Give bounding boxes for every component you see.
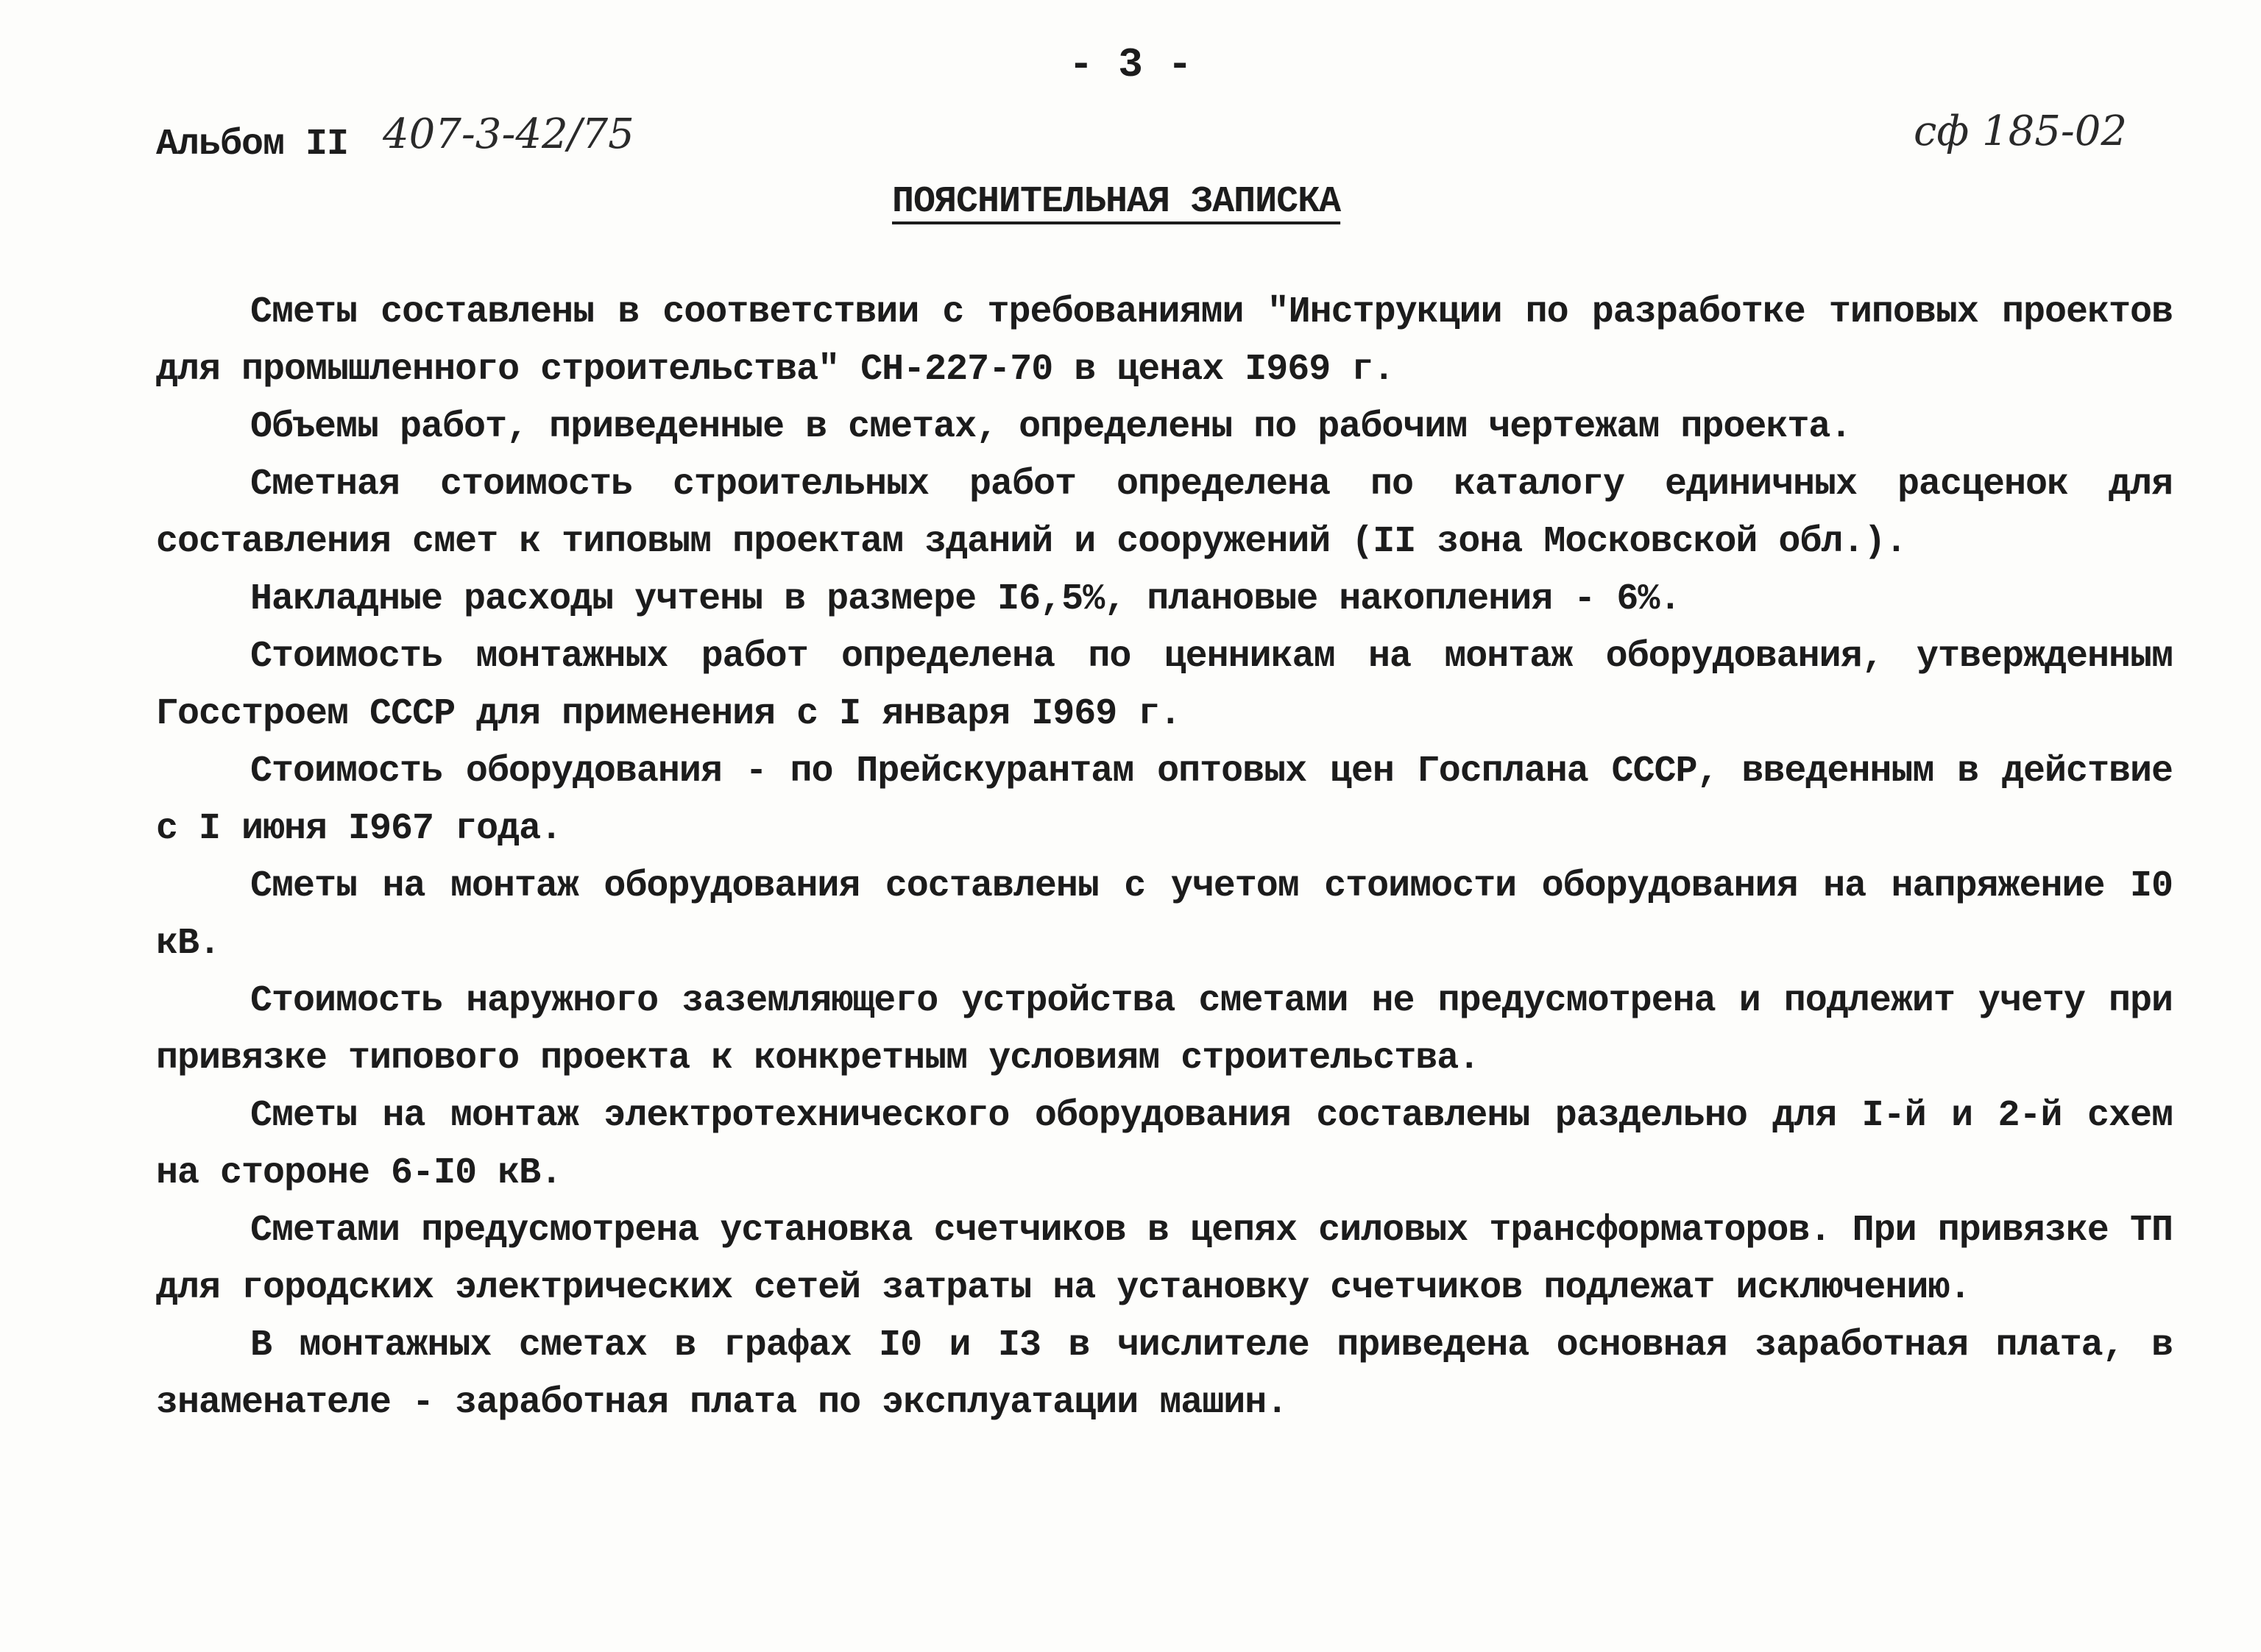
paragraph-5: Стоимость монтажных работ определена по ценникам на монтаж оборудования, утвержденным Госстроем СССР для применения с I января I969 г. (156, 636, 2173, 735)
paragraph-11: В монтажных сметах в графах I0 и I3 в числителе приведена основная заработная плата, в знаменателе - заработная плата по эксплуатации машин. (156, 1325, 2173, 1424)
paragraph-3: Сметная стоимость строительных работ определена по каталогу единичных расценок для составления смет к типовым проектам зданий и сооружений (II зона Московской обл.). (156, 464, 2173, 563)
document-body (156, 284, 2173, 1432)
paragraph-6: Стоимость оборудования - по Прейскурантам оптовых цен Госплана СССР, введенным в действие с I июня I967 года. (156, 751, 2173, 850)
paragraph-2: Объемы работ, приведенные в сметах, определены по рабочим чертежам проекта. (250, 406, 1852, 448)
page-number: - 3 - (1068, 41, 1193, 88)
paragraph-10: Сметами предусмотрена установка счетчиков в цепях силовых трансформаторов. При привязке ТП для городских электрических сетей затраты на установку счетчиков подлежат исключению. (156, 1210, 2173, 1309)
document-title: ПОЯСНИТЕЛЬНАЯ ЗАПИСКА (892, 181, 1341, 223)
paragraph-9: Сметы на монтаж электротехнического оборудования составлены раздельно для I-й и 2-й схем на стороне 6-I0 кВ. (156, 1095, 2173, 1194)
paragraph-4: Накладные расходы учтены в размере I6,5%, плановые накопления - 6%. (250, 578, 1681, 620)
paragraph-7: Сметы на монтаж оборудования составлены с учетом стоимости оборудования на напряжение I0 кВ. (156, 865, 2173, 965)
sheet-code-handwritten: сф 185-02 (1914, 107, 2128, 155)
paragraph-8: Стоимость наружного заземляющего устройства сметами не предусмотрена и подлежит учету при привязке типового проекта к конкретным условиям строительства. (156, 980, 2173, 1080)
paragraph-1: Сметы составлены в соответствии с требованиями "Инструкции по разработке типовых проектов для промышленного строительства" СН-227-70 в ценах I969 г. (156, 291, 2173, 391)
album-label: Альбом II (156, 124, 349, 166)
album-code-handwritten: 407-3-42/75 (383, 110, 634, 158)
